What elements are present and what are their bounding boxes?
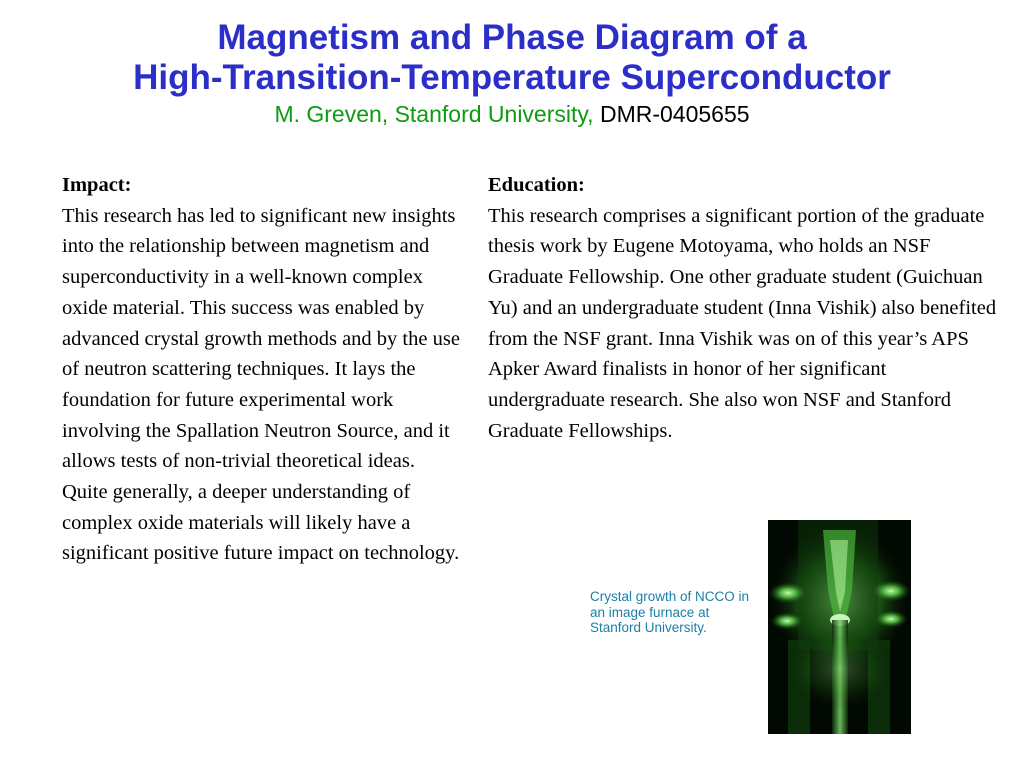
slide-title-line-1: Magnetism and Phase Diagram of a — [217, 18, 807, 57]
grant-number: DMR-0405655 — [599, 101, 750, 127]
slide-subtitle — [0, 99, 1024, 129]
crystal-furnace-image — [768, 520, 911, 734]
impact-heading: Impact: — [62, 174, 132, 196]
slide-title-line-2: High-Transition-Temperature Superconductor — [133, 58, 891, 97]
figure-caption: Crystal growth of NCCO in an image furnace at Stanford University. — [590, 589, 750, 635]
education-section — [488, 170, 998, 446]
slide-header — [0, 18, 1024, 129]
impact-section — [62, 170, 462, 569]
crystal-furnace-photo — [768, 520, 911, 734]
impact-body: This research has led to significant new insights into the relationship between magnetism and superconductivity in a well-known complex oxide material. This success was enabled by advanced crystal growth methods and by the use of neutron scattering techniques. It lays the foundation for future experimental work involving the Spallation Neutron Source, and it allows tests of non-trivial theoretical ideas. Quite generally, a deeper understanding of complex oxide materials will likely have a significant positive future impact on technology. — [62, 204, 460, 565]
education-body: This research comprises a significant portion of the graduate thesis work by Eugene Motoyama, who holds an NSF Graduate Fellowship. One other graduate student (Guichuan Yu) and an undergraduate student (Inna Vishik) also benefited from the NSF grant. Inna Vishik was on of this year’s APS Apker Award finalists in honor of her significant undergraduate research. She also won NSF and Stanford Graduate Fellowships. — [488, 204, 997, 442]
author-affiliation: M. Greven, Stanford University, — [274, 101, 594, 127]
education-heading: Education: — [488, 174, 585, 196]
